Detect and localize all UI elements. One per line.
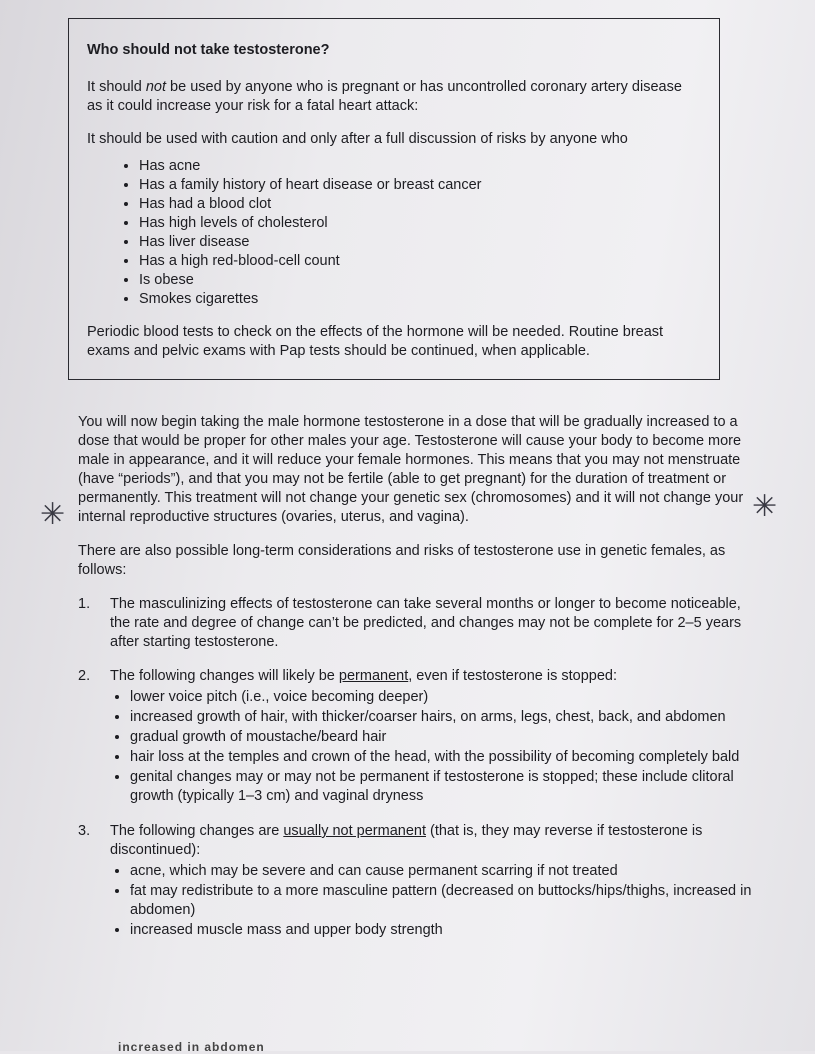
list-item: • lower voice pitch (i.e., voice becoming deeper)	[130, 688, 758, 707]
handwritten-asterisk-left-icon: ✳	[40, 498, 66, 531]
numbered-item-1: 1. The masculinizing effects of testosterone can take several months or longer to become noticeable, the rate and degree of change can’t be predicted, and changes may not be complete for 2–5 years after starting testosterone.	[78, 596, 742, 650]
list-item: • fat may redistribute to a more masculine pattern (decreased on buttocks/hips/thighs, increased in abdomen)	[130, 882, 758, 920]
list-item: • increased growth of hair, with thicker/coarser hairs, on arms, legs, chest, back, and abdomen	[130, 708, 758, 727]
reversible-changes-list	[110, 862, 758, 940]
list-item: • Has had a blood clot	[139, 195, 701, 214]
list-item: • Smokes cigarettes	[139, 290, 701, 309]
caution-list	[87, 157, 701, 309]
intro-paragraph: You will now begin taking the male hormone testosterone in a dose that will be gradually increased to a dose that would be proper for other males your age. Testosterone will cause your body to become more male in appearance, and it will reduce your female hormones. This means that you may not menstruate (have “periods”), and that you may not be fertile (able to get pregnant) for the duration of treatment or permanently. This treatment will not change your genetic sex (chromosomes) and it will not change your internal reproductive structures (ovaries, uterus, and vagina).	[78, 414, 744, 525]
numbered-item-2: 2. The following changes will likely be permanent, even if testosterone is stopped: • lower voice pitch (i.e., voice becoming deeper) • increased growth of hair, with thicker/coarser hairs, on arms, legs, chest, back, and abdomen • gradual growth of moustache/beard hair • hair loss at the temples and crown of the head, with the possibility of becoming completely bald • genital changes may or may not be permanent if testosterone is stopped; these include clitoral growth (typically 1–3 cm) and vaginal dryness	[78, 667, 758, 807]
considerations-paragraph: There are also possible long-term considerations and risks of testosterone use in genetic females, as follows:	[78, 543, 726, 578]
box-paragraph-contraindication: It should not be used by anyone who is pregnant or has uncontrolled coronary artery disease as it could increase your risk for a fatal heart attack:	[87, 79, 682, 114]
main-body	[78, 413, 758, 956]
list-item: • Has high levels of cholesterol	[139, 214, 701, 233]
list-item: • Is obese	[139, 271, 701, 290]
list-item: • Has a family history of heart disease or breast cancer	[139, 176, 701, 195]
list-item: • hair loss at the temples and crown of the head, with the possibility of becoming completely bald	[130, 748, 758, 767]
list-item: • Has liver disease	[139, 233, 701, 252]
list-item: • Has a high red-blood-cell count	[139, 252, 701, 271]
box-title: Who should not take testosterone?	[87, 42, 330, 58]
list-item: • Has acne	[139, 157, 701, 176]
cut-off-line: increased in abdomen	[118, 1040, 265, 1054]
list-item: • increased muscle mass and upper body strength	[130, 921, 758, 940]
list-item: • gradual growth of moustache/beard hair	[130, 728, 758, 747]
list-item: • acne, which may be severe and can cause permanent scarring if not treated	[130, 862, 758, 881]
box-paragraph-caution: It should be used with caution and only after a full discussion of risks by anyone who	[87, 131, 628, 147]
warning-box	[68, 18, 720, 380]
box-paragraph-monitoring: Periodic blood tests to check on the effects of the hormone will be needed. Routine breast exams and pelvic exams with Pap tests should be continued, when applicable.	[87, 324, 664, 359]
list-item: • genital changes may or may not be permanent if testosterone is stopped; these include clitoral growth (typically 1–3 cm) and vaginal dryness	[130, 768, 758, 806]
permanent-changes-list	[110, 688, 758, 806]
numbered-item-3: 3. The following changes are usually not permanent (that is, they may reverse if testosterone is discontinued): • acne, which may be severe and can cause permanent scarring if not treated • fat may redistribute to a more masculine pattern (decreased on buttocks/hips/thighs, increased in abdomen) • increased muscle mass and upper body strength	[78, 822, 758, 941]
handwritten-asterisk-right-icon: ✳	[752, 490, 778, 523]
